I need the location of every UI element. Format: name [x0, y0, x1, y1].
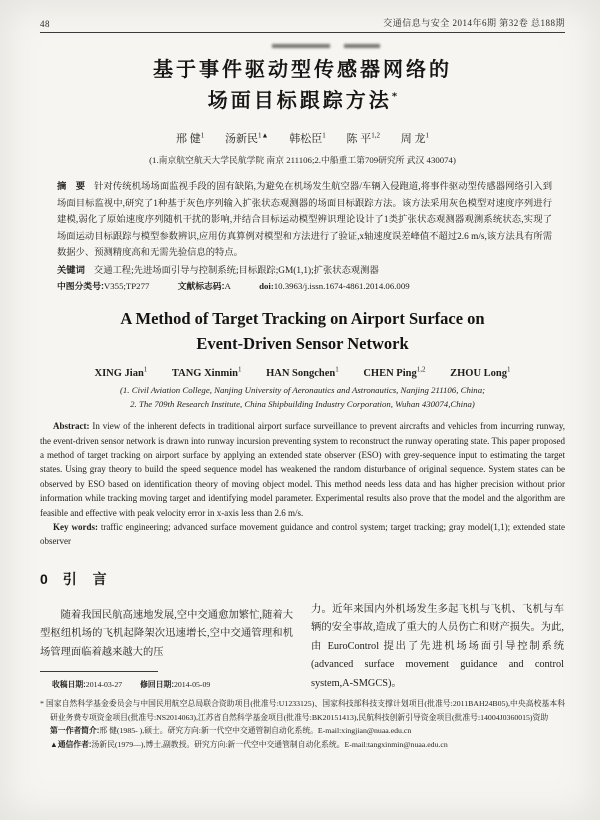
body-paragraph-left: 随着我国民航高速地发展,空中交通愈加繁忙,随着大型枢纽机场的飞机起降架次迅速增长,空中交通管理和机场管理面临着越来越大的压 [40, 609, 293, 658]
body-column-left [40, 599, 293, 694]
clc-number [57, 281, 149, 291]
document-code [178, 281, 231, 291]
author-cn [289, 133, 326, 145]
keywords-en-text: traffic engineering; advanced surface movement guidance and control system; target tracking; gray model(1,1); extended state observer [40, 521, 565, 547]
author-name: 韩松臣 [289, 133, 323, 145]
author-name: XING Jian [94, 367, 144, 379]
keywords-cn-label: 关键词 [57, 264, 85, 275]
author-affil-mark: 1 [200, 131, 205, 140]
corresponding-author-bio [40, 738, 565, 751]
doc-code-label: 文献标志码: [177, 281, 225, 292]
author-name: 邢 健 [176, 133, 201, 145]
keywords-en-label: Key words: [53, 521, 98, 532]
doc-code-value: A [224, 281, 231, 292]
keywords-cn [57, 262, 552, 280]
affiliation-en-line2: 2. The 709th Research Institute, China Shipbuilding Industry Corporation, Wuhan 430074,China) [130, 398, 475, 409]
article-title-cn-line2: 场面目标跟踪方法 [207, 90, 392, 112]
article-title-en [40, 307, 565, 357]
author-name: 汤新民 [225, 133, 259, 145]
author-name: TANG Xinmin [171, 367, 238, 379]
first-author-text: 邢 健(1985- ),硕士。研究方向:新一代空中交通管制自动化系统。E-mail:xingjian@nuaa.edu.cn [99, 726, 412, 736]
doi-label: doi: [259, 281, 274, 292]
first-author-bio [40, 724, 565, 737]
abstract-en-text: In view of the inherent defects in traditional airport surface surveillance to prevent aircrafts and vehicles from incurring runway, the event-driven sensor network is drawn into runway incursion preventing system to reconstruct the runway operating state. This paper proposed a method of target tracking on airport surface by applying an extended state observer (ESO) with grey-sequence input to estimating the target states. Using gray theory to build the speed sequence model has weakened the random disturbance of original sequence. System states can be observed by ESO based on identification theory of moving object model. This method needs less data and has higher precision without prior information while tracking moving target and identifying model parameter. Experimental results also prove that the model and the algorithm are feasible and effective with peak velocity error in x-axis less than 2.6 m/s. [40, 421, 566, 518]
header-rule [40, 32, 565, 33]
doi-value: 10.3963/j.issn.1674-4861.2014.06.009 [273, 281, 410, 292]
author-en [450, 365, 511, 379]
classification-line [57, 280, 552, 293]
body-column-right [311, 599, 564, 694]
keywords-en [40, 520, 565, 549]
affiliation-en [40, 384, 565, 411]
funding-note [40, 697, 565, 724]
abstract-cn-text: 针对传统机场场面监视手段的固有缺陷,为避免在机场发生航空器/车辆入侵跑道,将事件驱动型传感器网络引入到场面目标监视中,研究了1种基于灰色序列输入扩张状态观测器的场面目标跟踪方法。该方法采用灰色模型对速度序列进行建模,弱化了原始速度序列随机干扰的影响,并结合目标运动模型辨识理论设计了1类扩张状态观测器观测系统状态,实现了场面运动目标跟踪与模型参数辨识,应用仿真算例对模型和方法进行了验证,x轴速度误差峰值不超过2.6 m/s,该方法具有所需数据少、预测精度高和无需先验信息的特点。 [57, 182, 552, 259]
author-affil-mark: 1 [143, 365, 148, 374]
abstract-en [40, 419, 565, 520]
scan-smudge [272, 44, 400, 50]
author-affil-mark: 1 [335, 365, 339, 374]
received-label: 收稿日期: [52, 680, 86, 690]
page-number: 48 [40, 19, 50, 29]
doi [259, 281, 410, 291]
author-list-en [40, 365, 565, 379]
page-header [40, 16, 565, 29]
funding-note-text: 国家自然科学基金委员会与中国民用航空总局联合资助项目(批准号:U1233125)、国家科技部科技支撑计划项目(批准号:2011BAH24B05),中央高校基本科研业务费专项资金项目(批准号:NS2014063),江苏省自然科学基金项目(批准号:BK20151413),民航科技创新引导资金项目(批准号:14004J0360015)资助 [45, 699, 565, 722]
footnote-separator-rule [40, 671, 158, 672]
body-paragraph-right: 力。近年来国内外机场发生多起飞机与飞机、飞机与车辆的安全事故,造成了重大的人员伤亡和财产损失。为此,由 EuroControl 提出了先进机场场面引导控制系统(advanced surface movement guidance and control system,A-SMGCS)。 [311, 603, 564, 689]
article-title-cn [40, 55, 565, 117]
author-name: HAN Songchen [266, 367, 336, 379]
author-name: 周 龙 [400, 133, 426, 145]
author-en [171, 365, 242, 379]
author-affil-mark: 1▲ [258, 131, 269, 140]
author-name: ZHOU Long [450, 367, 507, 379]
received-date [52, 680, 122, 689]
keywords-cn-text: 交通工程;先进场面引导与控制系统;目标跟踪;GM(1,1);扩张状态观测器 [93, 265, 379, 276]
author-list-cn [40, 130, 565, 146]
revised-label: 修回日期: [140, 680, 174, 690]
author-en [94, 365, 148, 379]
revised-date [140, 680, 210, 689]
clc-label: 中图分类号: [57, 281, 104, 292]
article-title-en-line1: A Method of Target Tracking on Airport Surface on [120, 309, 485, 329]
section-title: 引 言 [62, 570, 113, 587]
author-affil-mark: 1,2 [416, 365, 426, 374]
title-footnote-mark: * [391, 90, 398, 103]
author-cn [225, 133, 268, 145]
revised-value: 2014-05-09 [173, 680, 211, 690]
abstract-cn-label: 摘 要 [57, 181, 86, 191]
author-cn [346, 133, 380, 145]
author-name: 陈 平 [346, 133, 372, 145]
author-affil-mark: 1 [237, 365, 242, 374]
corresponding-author-label: ▲通信作者: [50, 739, 92, 749]
affiliation-en-line1: (1. Civil Aviation College, Nanjing University of Aeronautics and Astronautics, Nanjing 211106, China; [119, 384, 486, 395]
footnote-block [40, 697, 565, 751]
section-number: 0 [40, 570, 48, 587]
affiliation-cn: (1.南京航空航天大学民航学院 南京 211106;2.中船重工第709研究所 武汉 430074) [149, 155, 456, 165]
abstract-cn [57, 178, 552, 262]
clc-value: V355;TP277 [103, 281, 150, 292]
corresponding-author-text: 汤新民(1979—),博士,副教授。研究方向:新一代空中交通管制自动化系统。E-mail:tangxinmin@nuaa.edu.cn [91, 739, 448, 749]
first-author-label: 第一作者简介: [50, 726, 100, 736]
journal-running-head: 交通信息与安全 2014年6期 第32卷 总188期 [383, 18, 565, 28]
abstract-en-label: Abstract: [53, 421, 90, 432]
article-title-en-line2: Event-Driven Sensor Network [196, 334, 409, 354]
author-cn [401, 133, 429, 145]
author-cn [176, 133, 204, 145]
two-column-body [40, 599, 565, 694]
author-affil-mark: 1 [322, 131, 326, 140]
section-heading-introduction [40, 569, 565, 589]
article-title-cn-line1: 基于事件驱动型传感器网络的 [153, 59, 452, 81]
funding-note-mark: * [40, 699, 44, 709]
author-en [363, 365, 426, 379]
author-affil-mark: 1 [507, 365, 511, 374]
author-affil-mark: 1,2 [371, 131, 380, 140]
manuscript-dates [52, 679, 293, 690]
author-name: CHEN Ping [363, 367, 417, 379]
author-affil-mark: 1 [425, 131, 429, 140]
received-value: 2014-03-27 [85, 680, 123, 690]
author-en [266, 365, 339, 379]
